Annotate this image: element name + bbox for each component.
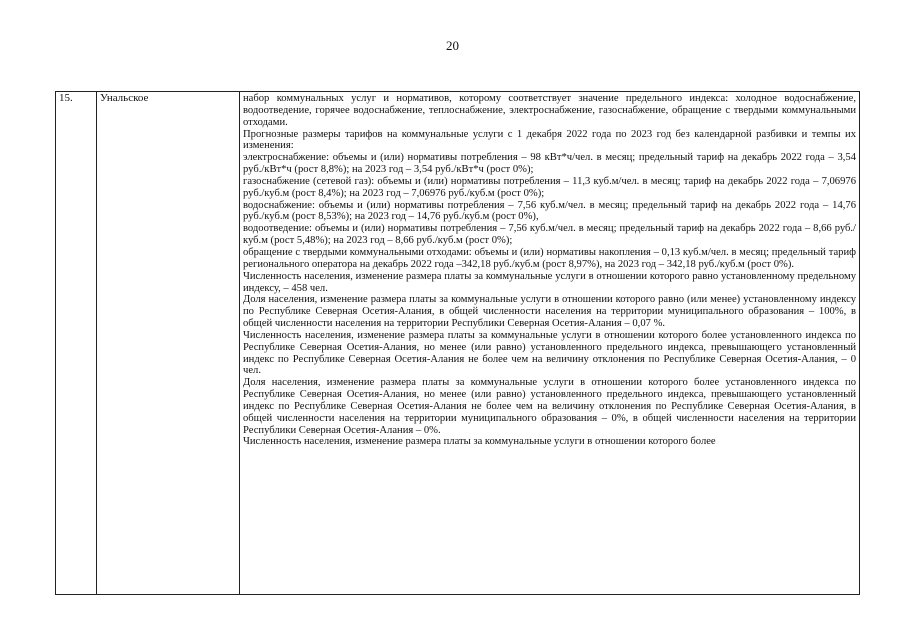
table-row [56,92,860,595]
paragraph-forecast-intro: Прогнозные размеры тарифов на коммунальные услуги с 1 декабря 2022 года по 2023 год без календарной разбивки и темпы их изменения: [243,128,856,152]
paragraph-solid-waste: обращение с твердыми коммунальными отходами: объемы и (или) нормативы накопления – 0,13 куб.м/чел. в месяц; предельный тариф регионального оператора на декабрь 2022 года –342,18 руб./куб.м (рост 8,97%), на 2023 год – 342,18 руб./куб.м (рост 0%). [243,246,856,270]
paragraph-gas: газоснабжение (сетевой газ): объемы и (или) нормативы потребления – 11,3 куб.м/чел. в месяц; тариф на декабрь 2022 года – 7,06976 руб./куб.м (рост 8,4%); на 2023 год – 7,06976 руб./куб.м (рост 0%); [243,175,856,199]
paragraph-utility-set: набор коммунальных услуг и нормативов, которому соответствует значение предельного индекса: холодное водоснабжение, водоотведение, горячее водоснабжение, теплоснабжение, электроснабжение, газоснабжение, обращение с твердыми коммунальными отходами. [243,93,856,128]
paragraph-water-disposal: водоотведение: объемы и (или) нормативы потребления – 7,56 куб.м/чел. в месяц; предельный тариф на декабрь 2022 года – 8,66 руб./куб.м (рост 5,48%); на 2023 год – 8,66 руб./куб.м (рост 0%); [243,223,856,247]
paragraph-share-equal-or-less: Доля населения, изменение размера платы за коммунальные услуги в отношении которого равно (или менее) установленному индексу по Республике Северная Осетия-Алания, в общей численности населения на территории муниципального образования – 100%, в общей численности населения на территории Республики Северная Осетия-Алания – 0,07 %. [243,294,856,330]
row-number: 15. [56,92,97,595]
paragraph-share-above: Доля населения, изменение размера платы за коммунальные услуги в отношении которого более установленного индекса по Республике Северная Осетия-Алания, но менее (или равно) установленного предельного индекса, превышающего установленный индекс по Республике Северная Осетия-Алания не более чем на величину отклонения по Республике Северная Осетия-Алания, в общей численности населения на территории муниципального образования – 0%, в общей численности населения на территории Республики Северная Осетия-Алания – 0%. [243,377,856,436]
paragraph-population-equal: Численность населения, изменение размера платы за коммунальные услуги в отношении которого равно установленному предельному индексу, – 458 чел. [243,270,856,294]
description-cell [240,92,860,595]
paragraph-water-supply: водоснабжение: объемы и (или) нормативы потребления – 7,56 куб.м/чел. в месяц; предельный тариф на декабрь 2022 года – 14,76 руб./куб.м (рост 8,53%); на 2023 год – 14,76 руб./куб.м (рост 0%), [243,199,856,223]
settlement-name: Унальское [97,92,240,595]
paragraph-population-more: Численность населения, изменение размера платы за коммунальные услуги в отношении которого более [243,436,716,448]
tariff-table [55,91,860,595]
paragraph-population-above: Численность населения, изменение размера платы за коммунальные услуги в отношении которого более установленного индекса по Республике Северная Осетия-Алания, но менее (или равно) установленного предельного индекса, превышающего установленный индекс по Республике Северная Осетия-Алания не более чем на величину отклонения по Республике Северная Осетия-Алания, – 0 чел. [243,329,856,377]
page-number: 20 [446,38,459,53]
paragraph-electricity: электроснабжение: объемы и (или) нормативы потребления – 98 кВт*ч/чел. в месяц; предельный тариф на декабрь 2022 года – 3,54 руб./кВт*ч (рост 8,8%); на 2023 год – 3,54 руб./кВт*ч (рост 0%); [243,152,856,176]
